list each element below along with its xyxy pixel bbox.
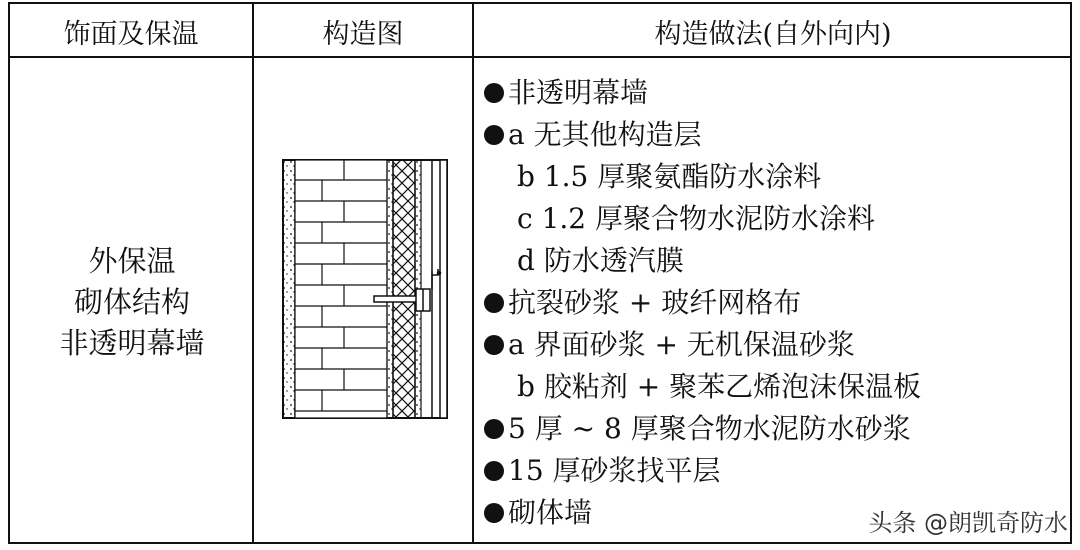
bullet-icon xyxy=(484,83,504,103)
step-2d xyxy=(484,240,921,282)
step-text: a 无其他构造层 xyxy=(508,118,702,151)
header-construction-method: 构造做法(自外向内) xyxy=(654,18,892,50)
step-text: 非透明幕墙 xyxy=(508,76,649,109)
bullet-icon xyxy=(484,503,504,523)
step-text: b 1.5 厚聚氨酯防水涂料 xyxy=(517,160,822,193)
step-text: c 1.2 厚聚合物水泥防水涂料 xyxy=(517,202,876,235)
step-4a xyxy=(484,324,921,366)
step-text: 抗裂砂浆 + 玻纤网格布 xyxy=(508,286,802,319)
bullet-icon xyxy=(484,335,504,355)
construction-steps xyxy=(484,72,921,534)
masonry-wall xyxy=(295,160,387,418)
step-4b xyxy=(484,366,921,408)
step-1 xyxy=(484,72,921,114)
construction-table xyxy=(8,2,1072,544)
watermark: 头条 @朗凯奇防水 xyxy=(868,509,1068,537)
step-5 xyxy=(484,408,921,450)
leveling-layer xyxy=(283,160,295,418)
step-2b xyxy=(484,156,921,198)
waterproof-mortar-layer xyxy=(387,160,393,418)
header-finish-insulation: 饰面及保温 xyxy=(63,18,199,50)
wall-construction-diagram xyxy=(282,159,458,421)
header-construction-drawing: 构造图 xyxy=(322,18,404,50)
bullet-icon xyxy=(484,461,504,481)
step-text: 15 厚砂浆找平层 xyxy=(508,454,721,487)
finish-line-2: 砌体结构 xyxy=(73,284,190,319)
insulation-layer xyxy=(393,160,415,418)
column-divider-2 xyxy=(472,4,474,542)
bullet-icon xyxy=(484,293,504,313)
step-text: 5 厚 ~ 8 厚聚合物水泥防水砂浆 xyxy=(508,412,911,445)
step-text: 砌体墙 xyxy=(508,496,593,529)
finish-line-3: 非透明幕墙 xyxy=(59,325,205,360)
step-text: d 防水透汽膜 xyxy=(517,244,684,277)
finish-line-1: 外保温 xyxy=(88,243,176,278)
step-2c xyxy=(484,198,921,240)
finish-insulation-cell xyxy=(10,60,254,544)
step-text: b 胶粘剂 + 聚苯乙烯泡沫保温板 xyxy=(517,370,922,403)
step-7 xyxy=(484,492,921,534)
step-6 xyxy=(484,450,921,492)
curtain-wall-panel xyxy=(440,160,447,418)
bullet-icon xyxy=(484,419,504,439)
step-3 xyxy=(484,282,921,324)
bullet-icon xyxy=(484,125,504,145)
step-2a xyxy=(484,114,921,156)
step-text: a 界面砂浆 + 无机保温砂浆 xyxy=(508,328,855,361)
